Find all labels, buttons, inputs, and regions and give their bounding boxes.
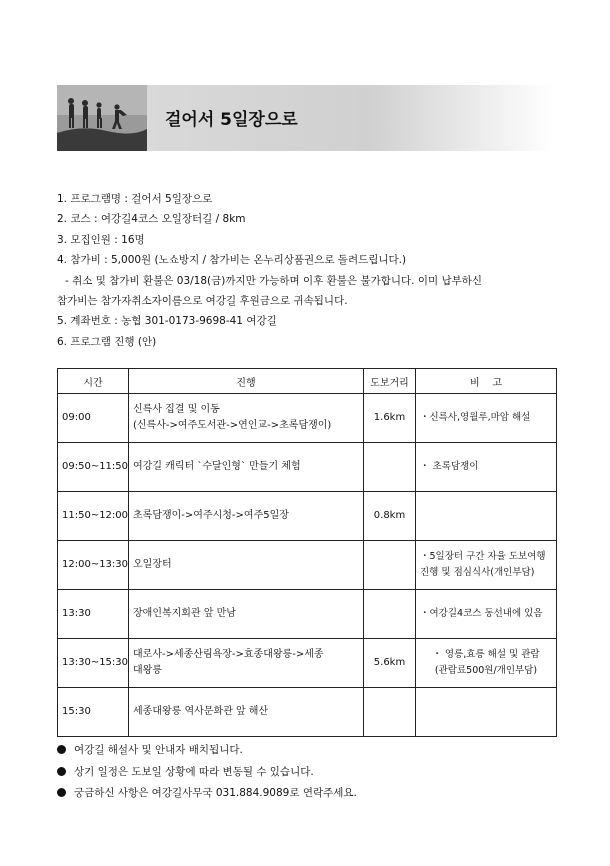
- program-line: 초록담쟁이->여주시청->여주5일장: [133, 510, 289, 521]
- notice-list: [57, 740, 357, 805]
- row-time: 13:30: [58, 590, 129, 639]
- table-row: [58, 541, 557, 590]
- row-remarks: [416, 492, 557, 541]
- row-program: [129, 443, 364, 492]
- row-distance: [364, 443, 416, 492]
- row-time: 11:50~12:00: [58, 492, 129, 541]
- info-capacity: 3. 모집인원 : 16명: [57, 233, 145, 246]
- header-distance: 도보거리: [364, 369, 416, 394]
- info-account: 5. 계좌번호 : 농협 301-0173-9698-41 여강길: [57, 315, 277, 328]
- row-remarks: [416, 688, 557, 737]
- header-banner: [57, 85, 554, 151]
- remark-line: ・ 초록담쟁이: [420, 461, 479, 472]
- row-program: [129, 639, 364, 688]
- info-program-name: 1. 프로그램명 : 걸어서 5일장으로: [57, 193, 213, 205]
- info-schedule-heading: 6. 프로그램 진행 (안): [57, 335, 157, 348]
- row-time: 09:00: [58, 394, 129, 443]
- row-remarks: [416, 541, 557, 590]
- remark-line: (관람료500원/개인부담): [434, 665, 538, 676]
- info-fee: 4. 참가비 : 5,000원 (노쇼방지 / 참가비는 온누리상품권으로 돌려드립니다.): [57, 254, 407, 267]
- bullet-icon: [57, 745, 66, 754]
- notice-text: 여강길 해설사 및 안내자 배치됩니다.: [74, 744, 243, 756]
- row-distance: 5.6km: [364, 639, 416, 688]
- notice-text: 상기 일정은 도보일 상황에 따라 변동될 수 있습니다.: [74, 765, 314, 778]
- row-program: [129, 541, 364, 590]
- page-title: 걸어서 5일장으로: [165, 110, 298, 130]
- table-row: [58, 639, 557, 688]
- program-line: (신륵사->여주도서관->연인교->초록담쟁이): [133, 420, 332, 431]
- row-program: [129, 492, 364, 541]
- row-distance: 1.6km: [364, 394, 416, 443]
- row-time: 13:30~15:30: [58, 639, 129, 688]
- remark-line: ・ 영릉,효릉 해설 및 관람: [432, 649, 540, 660]
- notice-text: 궁금하신 사항은 여강길사무국 031.884.9089로 연락주세요.: [74, 787, 357, 799]
- program-line: 대왕릉: [133, 665, 162, 676]
- table-row: [58, 443, 557, 492]
- row-remarks: [416, 394, 557, 443]
- row-distance: [364, 541, 416, 590]
- program-info: [57, 189, 557, 352]
- row-remarks: [416, 590, 557, 639]
- remark-line: ・5일장터 구간 자율 도보여행: [420, 551, 546, 562]
- bullet-icon: [57, 788, 66, 797]
- row-program: [129, 590, 364, 639]
- info-course: 2. 코스 : 여강길4코스 오일장터길 / 8km: [57, 213, 246, 226]
- remark-line: ・신륵사,영월루,마암 해설: [420, 412, 531, 423]
- list-item: [57, 740, 357, 762]
- remark-line: 진행 및 점심식사(개인부담): [420, 567, 535, 578]
- row-remarks: [416, 443, 557, 492]
- program-line: 신륵사 집결 및 이동: [133, 404, 220, 415]
- row-distance: [364, 590, 416, 639]
- row-remarks: [416, 639, 557, 688]
- row-time: 15:30: [58, 688, 129, 737]
- header-remarks: 비 고: [416, 369, 557, 394]
- info-refund-policy: - 취소 및 참가비 환불은 03/18(금)까지만 가능하며 이후 환불은 불가합니다. 이미 납부하신: [65, 274, 483, 287]
- list-item: [57, 762, 357, 784]
- table-row: [58, 492, 557, 541]
- row-distance: 0.8km: [364, 492, 416, 541]
- list-item: [57, 783, 357, 805]
- remark-line: ・여강길4코스 동선내에 있음: [420, 608, 543, 619]
- row-time: 12:00~13:30: [58, 541, 129, 590]
- row-program: [129, 394, 364, 443]
- program-line: 여강길 캐릭터 `수달인형` 만들기 체험: [133, 461, 301, 472]
- walkers-silhouette-image: [57, 85, 147, 151]
- schedule-table: [57, 368, 557, 737]
- info-refund-policy-cont: 참가비는 참가자취소자이름으로 여강길 후원금으로 귀속됩니다.: [57, 295, 348, 308]
- table-row: [58, 590, 557, 639]
- table-header-row: [58, 369, 557, 394]
- program-line: 오일장터: [133, 559, 172, 570]
- table-row: [58, 688, 557, 737]
- header-program: 진행: [129, 369, 364, 394]
- row-time: 09:50~11:50: [58, 443, 129, 492]
- row-program: [129, 688, 364, 737]
- table-row: [58, 394, 557, 443]
- bullet-icon: [57, 767, 66, 776]
- program-line: 세종대왕릉 역사문화관 앞 해산: [133, 706, 269, 717]
- row-distance: [364, 688, 416, 737]
- header-time: 시간: [58, 369, 129, 394]
- program-line: 대로사->세종산림욕장->효종대왕릉->세종: [133, 649, 324, 660]
- program-line: 장애인복지회관 앞 만남: [133, 608, 236, 619]
